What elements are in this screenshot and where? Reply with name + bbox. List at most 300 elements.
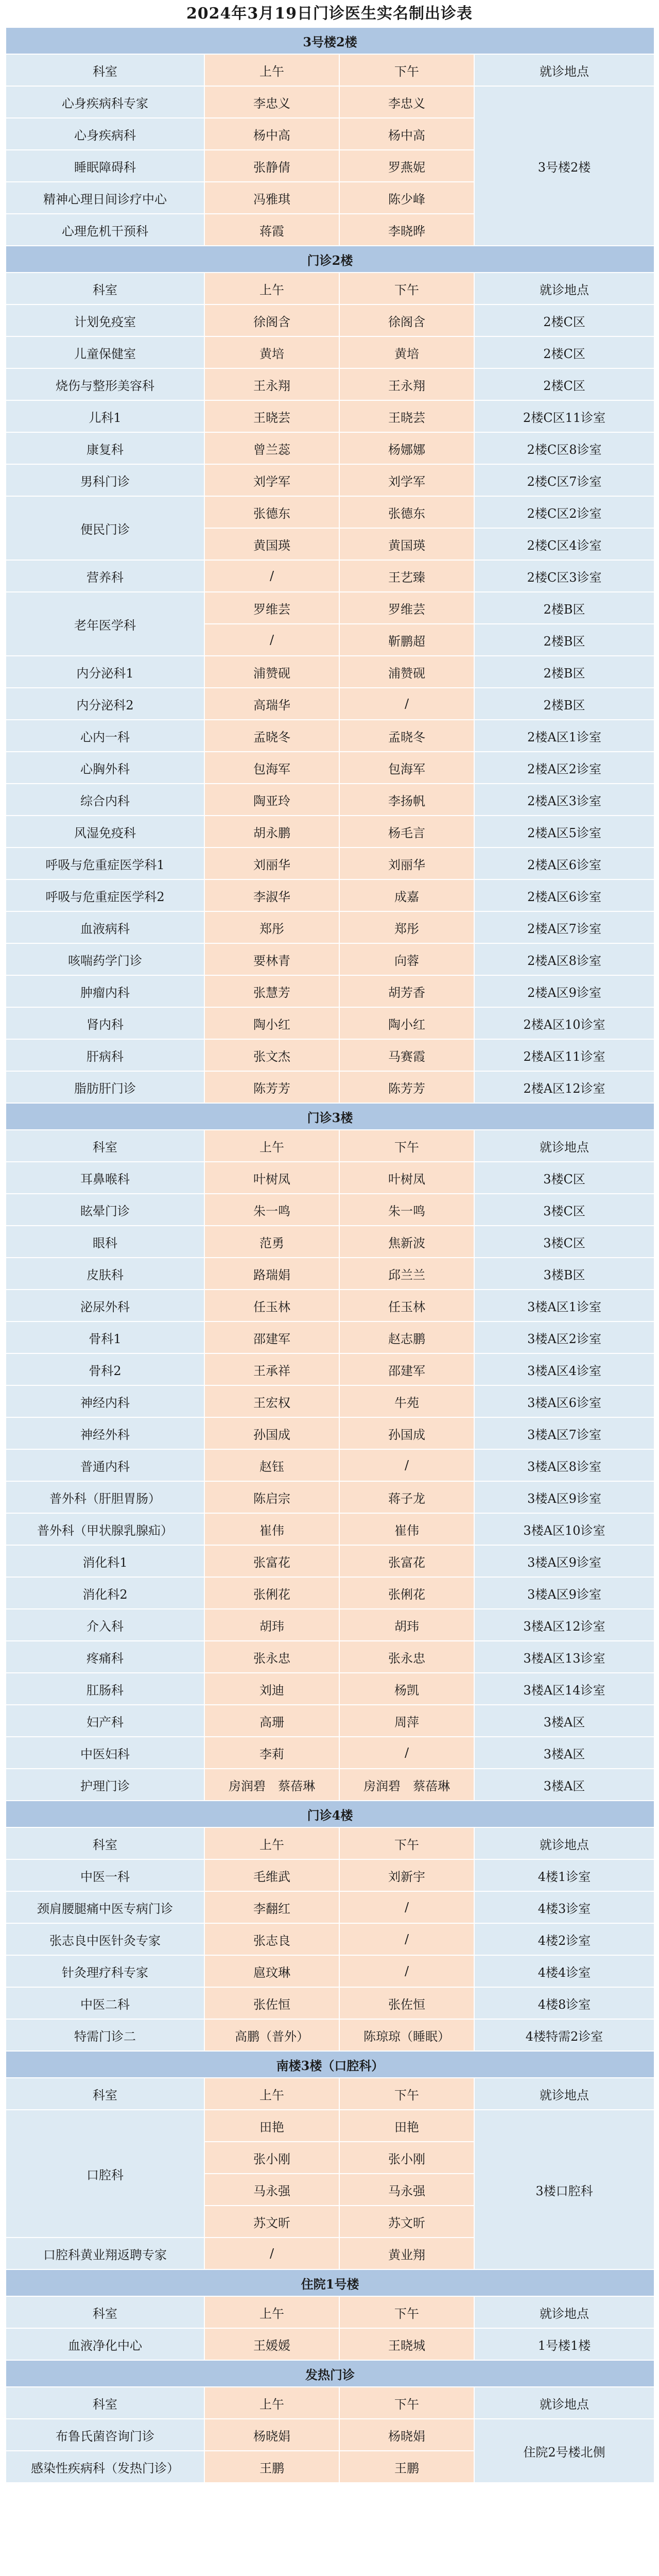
table-row bbox=[6, 1577, 654, 1609]
afternoon-doctor-cell: 蒋子龙 bbox=[339, 1481, 474, 1513]
morning-doctor-cell: 王鹏 bbox=[204, 2451, 339, 2483]
department-cell: 咳喘药学门诊 bbox=[6, 943, 204, 975]
location-cell: 2楼C区8诊室 bbox=[474, 432, 654, 464]
table-row bbox=[6, 1513, 654, 1545]
table-row bbox=[6, 1258, 654, 1290]
table-row bbox=[6, 368, 654, 400]
location-cell: 3楼C区 bbox=[474, 1226, 654, 1258]
morning-doctor-cell: 苏文昕 bbox=[204, 2206, 339, 2238]
table-row bbox=[6, 400, 654, 432]
section-header-row bbox=[6, 2051, 654, 2078]
morning-doctor-cell: 包海军 bbox=[204, 752, 339, 784]
morning-doctor-cell: 张富花 bbox=[204, 1545, 339, 1577]
location-cell: 2楼A区8诊室 bbox=[474, 943, 654, 975]
department-cell: 眼科 bbox=[6, 1226, 204, 1258]
morning-doctor-cell: 浦赞砚 bbox=[204, 656, 339, 688]
column-header-pm: 下午 bbox=[339, 2296, 474, 2328]
column-header-dept: 科室 bbox=[6, 1130, 204, 1162]
department-cell: 针灸理疗科专家 bbox=[6, 1955, 204, 1987]
location-cell: 2楼A区5诊室 bbox=[474, 816, 654, 848]
department-cell: 骨科1 bbox=[6, 1321, 204, 1353]
morning-doctor-cell: 李莉 bbox=[204, 1737, 339, 1769]
column-header-location: 就诊地点 bbox=[474, 2296, 654, 2328]
column-header-row bbox=[6, 2078, 654, 2110]
afternoon-doctor-cell: 向蓉 bbox=[339, 943, 474, 975]
morning-doctor-cell: 田艳 bbox=[204, 2110, 339, 2142]
morning-doctor-cell: 张佐恒 bbox=[204, 1987, 339, 2019]
morning-doctor-cell: 张俐花 bbox=[204, 1577, 339, 1609]
morning-doctor-cell: 冯雅琪 bbox=[204, 182, 339, 214]
department-cell: 中医一科 bbox=[6, 1859, 204, 1891]
location-cell: 2楼B区 bbox=[474, 688, 654, 720]
morning-doctor-cell: 任玉林 bbox=[204, 1290, 339, 1321]
department-cell: 呼吸与危重症医学科2 bbox=[6, 879, 204, 911]
department-cell: 眩晕门诊 bbox=[6, 1194, 204, 1226]
morning-doctor-cell: 刘丽华 bbox=[204, 848, 339, 879]
table-row bbox=[6, 720, 654, 752]
location-cell: 2楼C区 bbox=[474, 304, 654, 336]
table-row bbox=[6, 975, 654, 1007]
afternoon-doctor-cell: 杨中高 bbox=[339, 118, 474, 150]
location-cell: 2楼A区11诊室 bbox=[474, 1039, 654, 1071]
afternoon-doctor-cell: 田艳 bbox=[339, 2110, 474, 2142]
afternoon-doctor-cell: / bbox=[339, 1955, 474, 1987]
section-title: 南楼3楼（口腔科） bbox=[6, 2051, 654, 2078]
column-header-am: 上午 bbox=[204, 54, 339, 86]
column-header-dept: 科室 bbox=[6, 1827, 204, 1859]
morning-doctor-cell: 孙国成 bbox=[204, 1417, 339, 1449]
morning-doctor-cell: 路瑞娟 bbox=[204, 1258, 339, 1290]
location-cell: 1号楼1楼 bbox=[474, 2328, 654, 2360]
department-cell: 康复科 bbox=[6, 432, 204, 464]
location-cell: 2楼C区7诊室 bbox=[474, 464, 654, 496]
afternoon-doctor-cell: 刘丽华 bbox=[339, 848, 474, 879]
afternoon-doctor-cell: 罗燕妮 bbox=[339, 150, 474, 182]
location-cell: 3楼口腔科 bbox=[474, 2110, 654, 2269]
location-cell: 4楼特需2诊室 bbox=[474, 2019, 654, 2051]
afternoon-doctor-cell: 马永强 bbox=[339, 2174, 474, 2206]
morning-doctor-cell: 陈启宗 bbox=[204, 1481, 339, 1513]
location-cell: 2楼C区 bbox=[474, 336, 654, 368]
morning-doctor-cell: 邵建军 bbox=[204, 1321, 339, 1353]
section-header-row bbox=[6, 2360, 654, 2387]
table-row bbox=[6, 1321, 654, 1353]
morning-doctor-cell: 陈芳芳 bbox=[204, 1071, 339, 1103]
afternoon-doctor-cell: 陈少峰 bbox=[339, 182, 474, 214]
column-header-am: 上午 bbox=[204, 1827, 339, 1859]
location-cell: 2楼B区 bbox=[474, 624, 654, 656]
morning-doctor-cell: 黄国瑛 bbox=[204, 528, 339, 560]
afternoon-doctor-cell: 孙国成 bbox=[339, 1417, 474, 1449]
column-header-pm: 下午 bbox=[339, 54, 474, 86]
morning-doctor-cell: 杨晓娟 bbox=[204, 2419, 339, 2451]
table-row bbox=[6, 1007, 654, 1039]
department-cell: 耳鼻喉科 bbox=[6, 1162, 204, 1194]
afternoon-doctor-cell: 叶树凤 bbox=[339, 1162, 474, 1194]
morning-doctor-cell: 罗维芸 bbox=[204, 592, 339, 624]
column-header-pm: 下午 bbox=[339, 2387, 474, 2419]
table-row bbox=[6, 86, 654, 118]
afternoon-doctor-cell: 包海军 bbox=[339, 752, 474, 784]
morning-doctor-cell: 赵钰 bbox=[204, 1449, 339, 1481]
column-header-pm: 下午 bbox=[339, 273, 474, 304]
afternoon-doctor-cell: 朱一鸣 bbox=[339, 1194, 474, 1226]
location-cell: 3楼A区9诊室 bbox=[474, 1545, 654, 1577]
morning-doctor-cell: 王宏权 bbox=[204, 1385, 339, 1417]
column-header-location: 就诊地点 bbox=[474, 273, 654, 304]
department-cell: 计划免疫室 bbox=[6, 304, 204, 336]
department-cell: 皮肤科 bbox=[6, 1258, 204, 1290]
afternoon-doctor-cell: 靳鹏超 bbox=[339, 624, 474, 656]
morning-doctor-cell: 孟晓冬 bbox=[204, 720, 339, 752]
morning-doctor-cell: 张志良 bbox=[204, 1923, 339, 1955]
department-cell: 综合内科 bbox=[6, 784, 204, 816]
department-cell: 营养科 bbox=[6, 560, 204, 592]
morning-doctor-cell: 黄培 bbox=[204, 336, 339, 368]
department-cell: 肝病科 bbox=[6, 1039, 204, 1071]
column-header-pm: 下午 bbox=[339, 2078, 474, 2110]
department-cell: 儿童保健室 bbox=[6, 336, 204, 368]
morning-doctor-cell: 蒋霞 bbox=[204, 214, 339, 246]
morning-doctor-cell: 朱一鸣 bbox=[204, 1194, 339, 1226]
department-cell: 血液病科 bbox=[6, 911, 204, 943]
morning-doctor-cell: 扈玟琳 bbox=[204, 1955, 339, 1987]
morning-doctor-cell: 徐阁含 bbox=[204, 304, 339, 336]
morning-doctor-cell: 李淑华 bbox=[204, 879, 339, 911]
afternoon-doctor-cell: 任玉林 bbox=[339, 1290, 474, 1321]
table-row bbox=[6, 1194, 654, 1226]
afternoon-doctor-cell: 李忠义 bbox=[339, 86, 474, 118]
location-cell: 住院2号楼北侧 bbox=[474, 2419, 654, 2483]
section-title: 门诊3楼 bbox=[6, 1103, 654, 1130]
section-title: 发热门诊 bbox=[6, 2360, 654, 2387]
department-cell: 张志良中医针灸专家 bbox=[6, 1923, 204, 1955]
afternoon-doctor-cell: 成嘉 bbox=[339, 879, 474, 911]
location-cell: 3楼A区10诊室 bbox=[474, 1513, 654, 1545]
afternoon-doctor-cell: 王晓芸 bbox=[339, 400, 474, 432]
location-cell: 3楼A区4诊室 bbox=[474, 1353, 654, 1385]
afternoon-doctor-cell: 王艺臻 bbox=[339, 560, 474, 592]
morning-doctor-cell: 胡玮 bbox=[204, 1609, 339, 1641]
table-row bbox=[6, 1891, 654, 1923]
afternoon-doctor-cell: 房润碧 蔡蓓琳 bbox=[339, 1769, 474, 1801]
department-cell: 普通内科 bbox=[6, 1449, 204, 1481]
afternoon-doctor-cell: 张佐恒 bbox=[339, 1987, 474, 2019]
morning-doctor-cell: 马永强 bbox=[204, 2174, 339, 2206]
location-cell: 4楼8诊室 bbox=[474, 1987, 654, 2019]
department-cell: 血液净化中心 bbox=[6, 2328, 204, 2360]
afternoon-doctor-cell: 张德东 bbox=[339, 496, 474, 528]
morning-doctor-cell: 张永忠 bbox=[204, 1641, 339, 1673]
morning-doctor-cell: 房润碧 蔡蓓琳 bbox=[204, 1769, 339, 1801]
morning-doctor-cell: 高珊 bbox=[204, 1705, 339, 1737]
section-header-row bbox=[6, 246, 654, 273]
table-row bbox=[6, 1071, 654, 1103]
table-row bbox=[6, 752, 654, 784]
department-cell: 肿瘤内科 bbox=[6, 975, 204, 1007]
column-header-row bbox=[6, 2296, 654, 2328]
table-row bbox=[6, 304, 654, 336]
department-cell: 口腔科 bbox=[6, 2110, 204, 2238]
department-cell: 消化科2 bbox=[6, 1577, 204, 1609]
location-cell: 3楼C区 bbox=[474, 1194, 654, 1226]
location-cell: 2楼C区 bbox=[474, 368, 654, 400]
department-cell: 烧伤与整形美容科 bbox=[6, 368, 204, 400]
morning-doctor-cell: 刘迪 bbox=[204, 1673, 339, 1705]
table-row bbox=[6, 1923, 654, 1955]
department-cell: 泌尿外科 bbox=[6, 1290, 204, 1321]
department-cell: 心理危机干预科 bbox=[6, 214, 204, 246]
location-cell: 3楼A区9诊室 bbox=[474, 1481, 654, 1513]
table-row bbox=[6, 879, 654, 911]
column-header-row bbox=[6, 2387, 654, 2419]
column-header-dept: 科室 bbox=[6, 54, 204, 86]
location-cell: 2楼B区 bbox=[474, 656, 654, 688]
morning-doctor-cell: / bbox=[204, 560, 339, 592]
column-header-am: 上午 bbox=[204, 1130, 339, 1162]
department-cell: 疼痛科 bbox=[6, 1641, 204, 1673]
table-row bbox=[6, 336, 654, 368]
section-title: 门诊4楼 bbox=[6, 1801, 654, 1827]
afternoon-doctor-cell: 王鹏 bbox=[339, 2451, 474, 2483]
table-row bbox=[6, 848, 654, 879]
afternoon-doctor-cell: / bbox=[339, 1891, 474, 1923]
morning-doctor-cell: 张小刚 bbox=[204, 2142, 339, 2174]
department-cell: 特需门诊二 bbox=[6, 2019, 204, 2051]
column-header-location: 就诊地点 bbox=[474, 2078, 654, 2110]
morning-doctor-cell: 张慧芳 bbox=[204, 975, 339, 1007]
afternoon-doctor-cell: / bbox=[339, 1449, 474, 1481]
morning-doctor-cell: 张德东 bbox=[204, 496, 339, 528]
department-cell: 普外科（甲状腺乳腺疝） bbox=[6, 1513, 204, 1545]
table-row bbox=[6, 2019, 654, 2051]
department-cell: 肛肠科 bbox=[6, 1673, 204, 1705]
column-header-location: 就诊地点 bbox=[474, 2387, 654, 2419]
morning-doctor-cell: 王媛媛 bbox=[204, 2328, 339, 2360]
table-row bbox=[6, 1545, 654, 1577]
afternoon-doctor-cell: 杨凯 bbox=[339, 1673, 474, 1705]
department-cell: 心身疾病科专家 bbox=[6, 86, 204, 118]
table-row bbox=[6, 464, 654, 496]
section-header-row bbox=[6, 1801, 654, 1827]
location-cell: 2楼A区2诊室 bbox=[474, 752, 654, 784]
department-cell: 介入科 bbox=[6, 1609, 204, 1641]
column-header-am: 上午 bbox=[204, 2078, 339, 2110]
column-header-dept: 科室 bbox=[6, 2078, 204, 2110]
department-cell: 男科门诊 bbox=[6, 464, 204, 496]
table-row bbox=[6, 592, 654, 624]
page-title: 2024年3月19日门诊医生实名制出诊表 bbox=[186, 5, 473, 23]
department-cell: 护理门诊 bbox=[6, 1769, 204, 1801]
afternoon-doctor-cell: 焦新波 bbox=[339, 1226, 474, 1258]
morning-doctor-cell: 刘学军 bbox=[204, 464, 339, 496]
afternoon-doctor-cell: 邱兰兰 bbox=[339, 1258, 474, 1290]
table-row bbox=[6, 1417, 654, 1449]
department-cell: 感染性疾病科（发热门诊） bbox=[6, 2451, 204, 2483]
afternoon-doctor-cell: 黄国瑛 bbox=[339, 528, 474, 560]
department-cell: 心胸外科 bbox=[6, 752, 204, 784]
table-row bbox=[6, 2419, 654, 2451]
table-row bbox=[6, 560, 654, 592]
table-row bbox=[6, 1039, 654, 1071]
location-cell: 2楼A区10诊室 bbox=[474, 1007, 654, 1039]
afternoon-doctor-cell: 刘新宇 bbox=[339, 1859, 474, 1891]
table-row bbox=[6, 1353, 654, 1385]
department-cell: 布鲁氏菌咨询门诊 bbox=[6, 2419, 204, 2451]
column-header-am: 上午 bbox=[204, 273, 339, 304]
department-cell: 呼吸与危重症医学科1 bbox=[6, 848, 204, 879]
afternoon-doctor-cell: 赵志鹏 bbox=[339, 1321, 474, 1353]
department-cell: 消化科1 bbox=[6, 1545, 204, 1577]
column-header-row bbox=[6, 273, 654, 304]
afternoon-doctor-cell: 张俐花 bbox=[339, 1577, 474, 1609]
morning-doctor-cell: 杨中高 bbox=[204, 118, 339, 150]
section-header-row bbox=[6, 1103, 654, 1130]
column-header-location: 就诊地点 bbox=[474, 54, 654, 86]
location-cell: 2楼A区6诊室 bbox=[474, 848, 654, 879]
morning-doctor-cell: 崔伟 bbox=[204, 1513, 339, 1545]
morning-doctor-cell: / bbox=[204, 624, 339, 656]
department-cell: 心身疾病科 bbox=[6, 118, 204, 150]
department-cell: 内分泌科2 bbox=[6, 688, 204, 720]
table-row bbox=[6, 943, 654, 975]
afternoon-doctor-cell: 牛苑 bbox=[339, 1385, 474, 1417]
department-cell: 儿科1 bbox=[6, 400, 204, 432]
column-header-pm: 下午 bbox=[339, 1827, 474, 1859]
afternoon-doctor-cell: 张富花 bbox=[339, 1545, 474, 1577]
morning-doctor-cell: 高鹏（普外） bbox=[204, 2019, 339, 2051]
department-cell: 脂肪肝门诊 bbox=[6, 1071, 204, 1103]
location-cell: 3楼A区 bbox=[474, 1769, 654, 1801]
department-cell: 中医妇科 bbox=[6, 1737, 204, 1769]
afternoon-doctor-cell: 张小刚 bbox=[339, 2142, 474, 2174]
location-cell: 3楼A区13诊室 bbox=[474, 1641, 654, 1673]
afternoon-doctor-cell: 杨晓娟 bbox=[339, 2419, 474, 2451]
location-cell: 3楼A区1诊室 bbox=[474, 1290, 654, 1321]
location-cell: 2楼C区3诊室 bbox=[474, 560, 654, 592]
table-row bbox=[6, 784, 654, 816]
morning-doctor-cell: 范勇 bbox=[204, 1226, 339, 1258]
morning-doctor-cell: 郑彤 bbox=[204, 911, 339, 943]
afternoon-doctor-cell: / bbox=[339, 688, 474, 720]
location-cell: 3楼A区7诊室 bbox=[474, 1417, 654, 1449]
column-header-row bbox=[6, 54, 654, 86]
table-row bbox=[6, 1673, 654, 1705]
location-cell: 3楼A区14诊室 bbox=[474, 1673, 654, 1705]
department-cell: 内分泌科1 bbox=[6, 656, 204, 688]
location-cell: 3楼A区12诊室 bbox=[474, 1609, 654, 1641]
morning-doctor-cell: 王晓芸 bbox=[204, 400, 339, 432]
afternoon-doctor-cell: 胡玮 bbox=[339, 1609, 474, 1641]
column-header-dept: 科室 bbox=[6, 273, 204, 304]
afternoon-doctor-cell: 陶小红 bbox=[339, 1007, 474, 1039]
table-row bbox=[6, 1705, 654, 1737]
department-cell: 精神心理日间诊疗中心 bbox=[6, 182, 204, 214]
table-row bbox=[6, 656, 654, 688]
table-row bbox=[6, 1737, 654, 1769]
department-cell: 颈肩腰腿痛中医专病门诊 bbox=[6, 1891, 204, 1923]
morning-doctor-cell: 陶小红 bbox=[204, 1007, 339, 1039]
location-cell: 3楼C区 bbox=[474, 1162, 654, 1194]
department-cell: 神经外科 bbox=[6, 1417, 204, 1449]
location-cell: 2楼A区1诊室 bbox=[474, 720, 654, 752]
morning-doctor-cell: 高瑞华 bbox=[204, 688, 339, 720]
table-row bbox=[6, 1481, 654, 1513]
afternoon-doctor-cell: 李扬帆 bbox=[339, 784, 474, 816]
afternoon-doctor-cell: / bbox=[339, 1737, 474, 1769]
column-header-location: 就诊地点 bbox=[474, 1130, 654, 1162]
location-cell: 4楼4诊室 bbox=[474, 1955, 654, 1987]
location-cell: 4楼2诊室 bbox=[474, 1923, 654, 1955]
afternoon-doctor-cell: 浦赞砚 bbox=[339, 656, 474, 688]
afternoon-doctor-cell: 刘学军 bbox=[339, 464, 474, 496]
department-cell: 口腔科黄业翔返聘专家 bbox=[6, 2238, 204, 2269]
table-row bbox=[6, 1226, 654, 1258]
department-cell: 睡眠障碍科 bbox=[6, 150, 204, 182]
location-cell: 2楼A区3诊室 bbox=[474, 784, 654, 816]
column-header-row bbox=[6, 1827, 654, 1859]
column-header-am: 上午 bbox=[204, 2387, 339, 2419]
location-cell: 4楼3诊室 bbox=[474, 1891, 654, 1923]
location-cell: 4楼1诊室 bbox=[474, 1859, 654, 1891]
location-cell: 3楼B区 bbox=[474, 1258, 654, 1290]
afternoon-doctor-cell: 周萍 bbox=[339, 1705, 474, 1737]
morning-doctor-cell: / bbox=[204, 2238, 339, 2269]
morning-doctor-cell: 李忠义 bbox=[204, 86, 339, 118]
table-row bbox=[6, 432, 654, 464]
table-row bbox=[6, 1955, 654, 1987]
table-row bbox=[6, 496, 654, 528]
section-header-row bbox=[6, 2269, 654, 2296]
morning-doctor-cell: 要林青 bbox=[204, 943, 339, 975]
location-cell: 2楼A区12诊室 bbox=[474, 1071, 654, 1103]
location-cell: 2楼A区7诊室 bbox=[474, 911, 654, 943]
location-cell: 2楼C区11诊室 bbox=[474, 400, 654, 432]
department-cell: 神经内科 bbox=[6, 1385, 204, 1417]
afternoon-doctor-cell: 黄培 bbox=[339, 336, 474, 368]
afternoon-doctor-cell: 徐阁含 bbox=[339, 304, 474, 336]
morning-doctor-cell: 王永翔 bbox=[204, 368, 339, 400]
table-row bbox=[6, 1449, 654, 1481]
morning-doctor-cell: 李翻红 bbox=[204, 1891, 339, 1923]
afternoon-doctor-cell: 陈琼琼（睡眠） bbox=[339, 2019, 474, 2051]
afternoon-doctor-cell: 郑彤 bbox=[339, 911, 474, 943]
location-cell: 2楼B区 bbox=[474, 592, 654, 624]
column-header-dept: 科室 bbox=[6, 2296, 204, 2328]
afternoon-doctor-cell: 胡芳香 bbox=[339, 975, 474, 1007]
afternoon-doctor-cell: 王永翔 bbox=[339, 368, 474, 400]
location-cell: 3号楼2楼 bbox=[474, 86, 654, 246]
table-row bbox=[6, 1609, 654, 1641]
table-row bbox=[6, 1162, 654, 1194]
table-row bbox=[6, 911, 654, 943]
table-row bbox=[6, 1385, 654, 1417]
table-row bbox=[6, 1641, 654, 1673]
morning-doctor-cell: 张文杰 bbox=[204, 1039, 339, 1071]
morning-doctor-cell: 胡永鹏 bbox=[204, 816, 339, 848]
department-cell: 骨科2 bbox=[6, 1353, 204, 1385]
department-cell: 老年医学科 bbox=[6, 592, 204, 656]
table-row bbox=[6, 2328, 654, 2360]
afternoon-doctor-cell: / bbox=[339, 1923, 474, 1955]
morning-doctor-cell: 陶亚玲 bbox=[204, 784, 339, 816]
location-cell: 2楼C区4诊室 bbox=[474, 528, 654, 560]
table-row bbox=[6, 1987, 654, 2019]
column-header-dept: 科室 bbox=[6, 2387, 204, 2419]
afternoon-doctor-cell: 马赛霞 bbox=[339, 1039, 474, 1071]
table-row bbox=[6, 2110, 654, 2142]
department-cell: 中医二科 bbox=[6, 1987, 204, 2019]
